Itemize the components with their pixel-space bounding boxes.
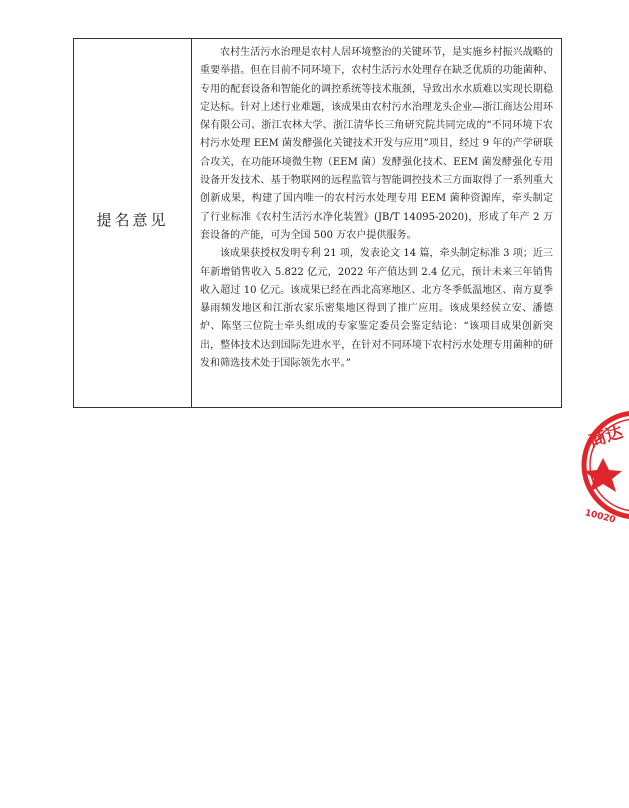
opinion-paragraph-1: 农村生活污水治理是农村人居环境整治的关键环节，是实施乡村振兴战略的重要举措。但在目前不同环境下，农村生活污水处理存在缺乏优质的功能菌种、专用的配套设备和智能化的调控系统等技术瓶颈，导致出水水质难以实现长期稳定达标。针对上述行业难题，该成果由农村污水治理龙头企业—浙江商达公用环保有限公司、浙江农林大学、浙江清华长三角研究院共同完成的“不同环境下农村污水处理 EEM 菌发酵强化关键技术开发与应用”项目，经过 9 年的产学研联合攻关，在功能环境微生物（EEM 菌）发酵强化技术、EEM 菌发酵强化专用设备开发技术、基于物联网的远程监管与智能调控技术三方面取得了一系列重大创新成果，构建了国内唯一的农村污水处理专用 EEM 菌种资源库，牵头制定了行业标准《农村生活污水净化装置》(JB/T 14095-2020)，形成了年产 2 万套设备的产能，可为全国 500 万农户提供服务。: [200, 47, 553, 241]
seal-text: 商达: [586, 422, 626, 452]
company-seal: [576, 400, 629, 530]
nomination-table: [73, 38, 562, 408]
content-cell: [192, 39, 561, 407]
seal-number: 10020: [583, 508, 617, 526]
nomination-opinion-label: 提名意见: [96, 210, 169, 229]
label-cell: [74, 39, 192, 407]
opinion-paragraph-2: 该成果获授权发明专利 21 项，发表论文 14 篇，牵头制定标准 3 项；近三年新增销售收入 5.822 亿元，2022 年产值达到 2.4 亿元，预计未来三年销售收入超过 10 亿元。该成果已经在西北高寒地区、北方冬季低温地区、南方夏季暴雨频发地区和江浙农家乐密集地区得到了推广应用。该成果经侯立安、潘德炉、陈坚三位院士牵头组成的专家鉴定委员会鉴定结论：“该项目成果创新突出，整体技术达到国际先进水平，在针对不同环境下农村污水处理专用菌种的研发和筛选技术处于国际领先水平。”: [200, 248, 553, 370]
